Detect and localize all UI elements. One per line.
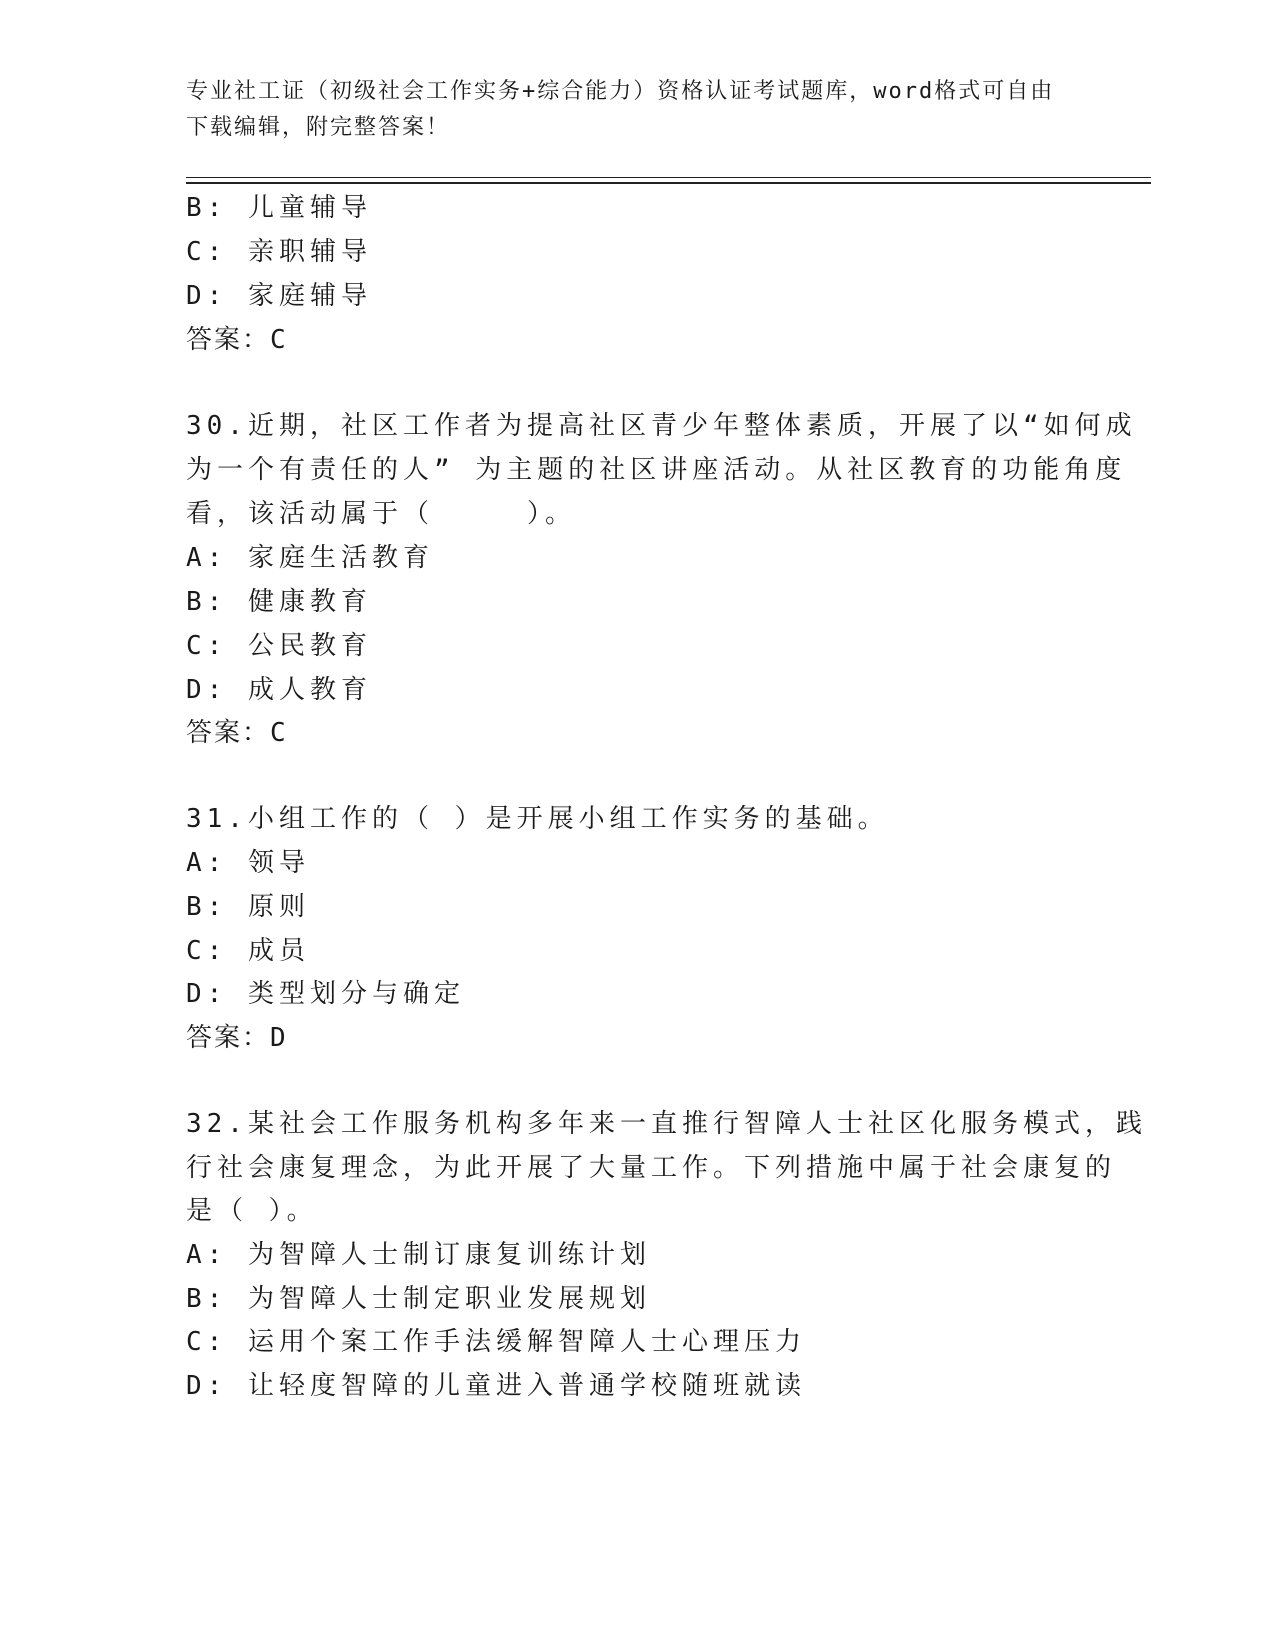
header-line-2: 下载编辑，附完整答案！ [186, 115, 451, 140]
q29-answer: 答案：C [186, 325, 288, 355]
q31-option-a: A: 领导 [186, 848, 310, 878]
q32-option-a: A: 为智障人士制订康复训练计划 [186, 1240, 651, 1270]
q31-option-c: C: 成员 [186, 936, 310, 966]
q30-stem-line-3: 看，该活动属于（ ）。 [186, 499, 577, 529]
q30-answer: 答案：C [186, 718, 288, 748]
q30-option-b: B: 健康教育 [186, 587, 372, 617]
q30-stem-line-1: 30.近期，社区工作者为提高社区青少年整体素质，开展了以“如何成 [186, 411, 1137, 441]
q32-stem-line-1: 32.某社会工作服务机构多年来一直推行智障人士社区化服务模式，践 [186, 1109, 1147, 1139]
q32-option-d: D: 让轻度智障的儿童进入普通学校随班就读 [186, 1371, 806, 1401]
q32-stem-line-3: 是（ ）。 [186, 1196, 318, 1226]
q31-option-d: D: 类型划分与确定 [186, 979, 465, 1009]
q31-answer: 答案：D [186, 1023, 288, 1053]
header-line-1: 专业社工证（初级社会工作实务+综合能力）资格认证考试题库，word格式可自由 [186, 79, 1055, 104]
q30-option-d: D: 成人教育 [186, 675, 372, 705]
q31-option-b: B: 原则 [186, 892, 310, 922]
q29-option-c: C: 亲职辅导 [186, 237, 372, 267]
header-rule-thick [186, 182, 1151, 184]
header-rule-thin [186, 177, 1151, 178]
q30-option-a: A: 家庭生活教育 [186, 543, 434, 573]
q32-option-c: C: 运用个案工作手法缓解智障人士心理压力 [186, 1327, 806, 1357]
q32-option-b: B: 为智障人士制定职业发展规划 [186, 1284, 651, 1314]
q32-stem-line-2: 行社会康复理念，为此开展了大量工作。下列措施中属于社会康复的 [186, 1153, 1117, 1183]
q30-option-c: C: 公民教育 [186, 631, 372, 661]
q29-option-d: D: 家庭辅导 [186, 281, 372, 311]
q29-option-b: B: 儿童辅导 [186, 193, 372, 223]
q31-stem-line-1: 31.小组工作的（ ）是开展小组工作实务的基础。 [186, 804, 889, 834]
document-header [186, 74, 1086, 146]
q30-stem-line-2: 为一个有责任的人” 为主题的社区讲座活动。从社区教育的功能角度 [186, 455, 1127, 485]
